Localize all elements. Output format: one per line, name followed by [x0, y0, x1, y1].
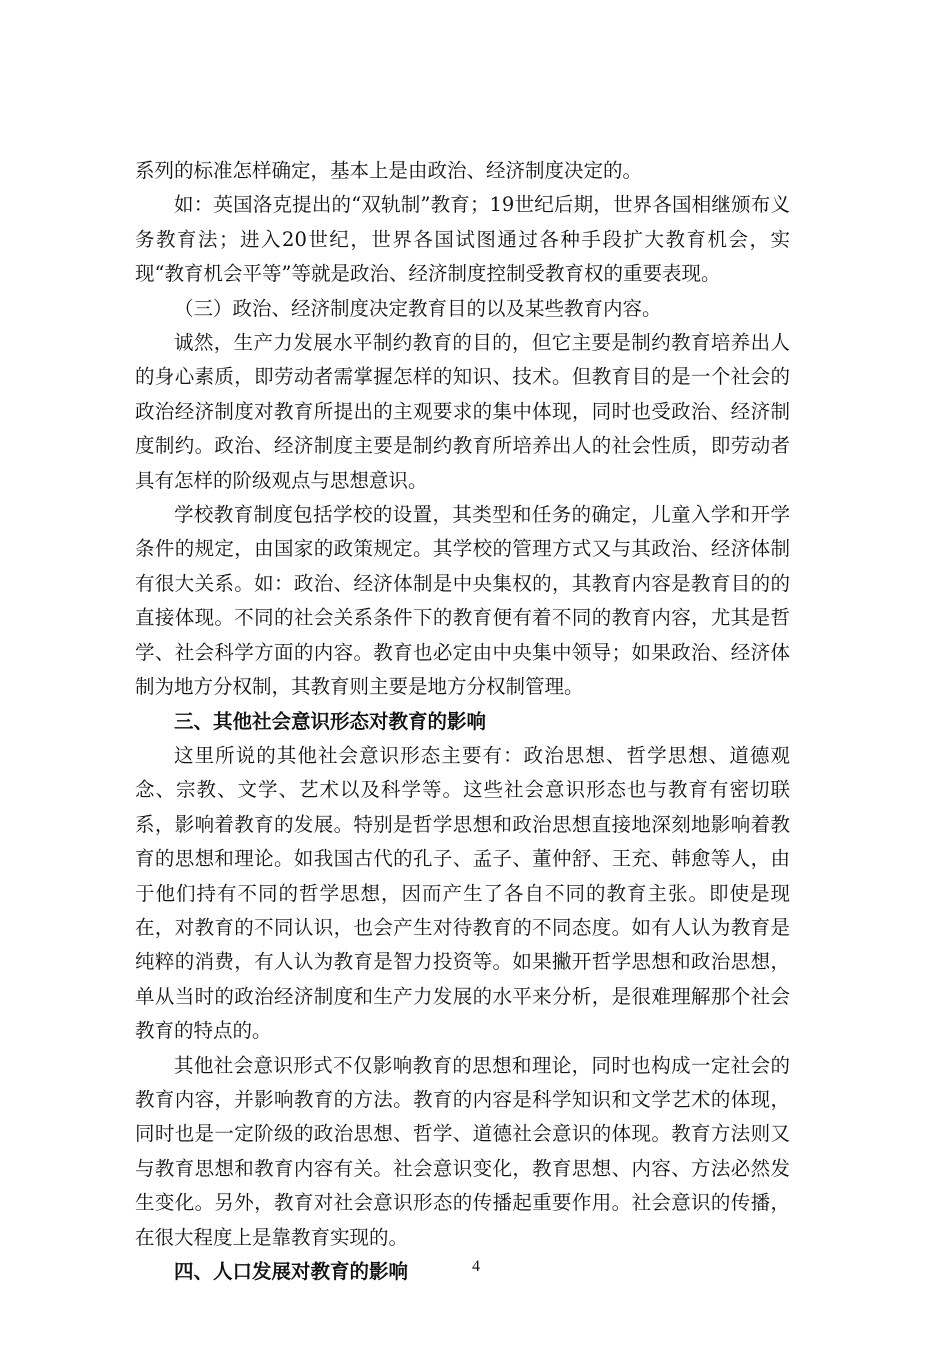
document-body — [135, 154, 790, 1289]
paragraph-other-ideologies: 其他社会意识形式不仅影响教育的思想和理论，同时也构成一定社会的教育内容，并影响教育的方法。教育的内容是科学知识和文学艺术的体现，同时也是一定阶级的政治思想、哲学、道德社会意识的体现。教育方法则又与教育思想和教育内容有关。社会意识变化，教育思想、内容、方法必然发生变化。另外，教育对社会意识形态的传播起重要作用。社会意识的传播，在很大程度上是靠教育实现的。 — [135, 1053, 790, 1249]
paragraph-school-system: 学校教育制度包括学校的设置，其类型和任务的确定，儿童入学和开学条件的规定，由国家的政策规定。其学校的管理方式又与其政治、经济体制有很大关系。如：政治、经济体制是中央集权的，其教育内容是教育目的的直接体现。不同的社会关系条件下的教育便有着不同的教育内容，尤其是哲学、社会科学方面的内容。教育也必定由中央集中领导；如果政治、经济体制为地方分权制，其教育则主要是地方分权制管理。 — [135, 503, 790, 699]
subsection-title-3: （三）政治、经济制度决定教育目的以及某些教育内容。 — [174, 296, 662, 320]
paragraph-examples: 如：英国洛克提出的“双轨制”教育；19世纪后期，世界各国相继颁布义务教育法；进入20世纪，世界各国试图通过各种手段扩大教育机会，实现“教育机会平等”等就是政治、经济制度控制受教育权的重要表现。 — [135, 193, 790, 286]
section-heading-4: 四、人口发展对教育的影响 — [174, 1260, 409, 1283]
paragraph-ideologies: 这里所说的其他社会意识形态主要有：政治思想、哲学思想、道德观念、宗教、文学、艺术以及科学等。这些社会意识形态也与教育有密切联系，影响着教育的发展。特别是哲学思想和政治思想直接地深刻地影响着教育的思想和理论。如我国古代的孔子、孟子、董仲舒、王充、韩愈等人，由于他们持有不同的哲学思想，因而产生了各自不同的教育主张。即使是现在，对教育的不同认识，也会产生对待教育的不同态度。如有人认为教育是纯粹的消费，有人认为教育是智力投资等。如果撇开哲学思想和政治思想，单从当时的政治经济制度和生产力发展的水平来分析，是很难理解那个社会教育的特点的。 — [135, 743, 790, 1043]
paragraph-education-goals: 诚然，生产力发展水平制约教育的目的，但它主要是制约教育培养出人的身心素质，即劳动者需掌握怎样的知识、技术。但教育目的是一个社会的政治经济制度对教育所提出的主观要求的集中体现，同时也受政治、经济制度制约。政治、经济制度主要是制约教育所培养出人的社会性质，即劳动者具有怎样的阶级观点与思想意识。 — [135, 331, 790, 492]
section-heading-3: 三、其他社会意识形态对教育的影响 — [174, 709, 487, 733]
paragraph-continuation: 系列的标准怎样确定，基本上是由政治、经济制度决定的。 — [135, 159, 643, 182]
page-number: 4 — [472, 1258, 480, 1275]
